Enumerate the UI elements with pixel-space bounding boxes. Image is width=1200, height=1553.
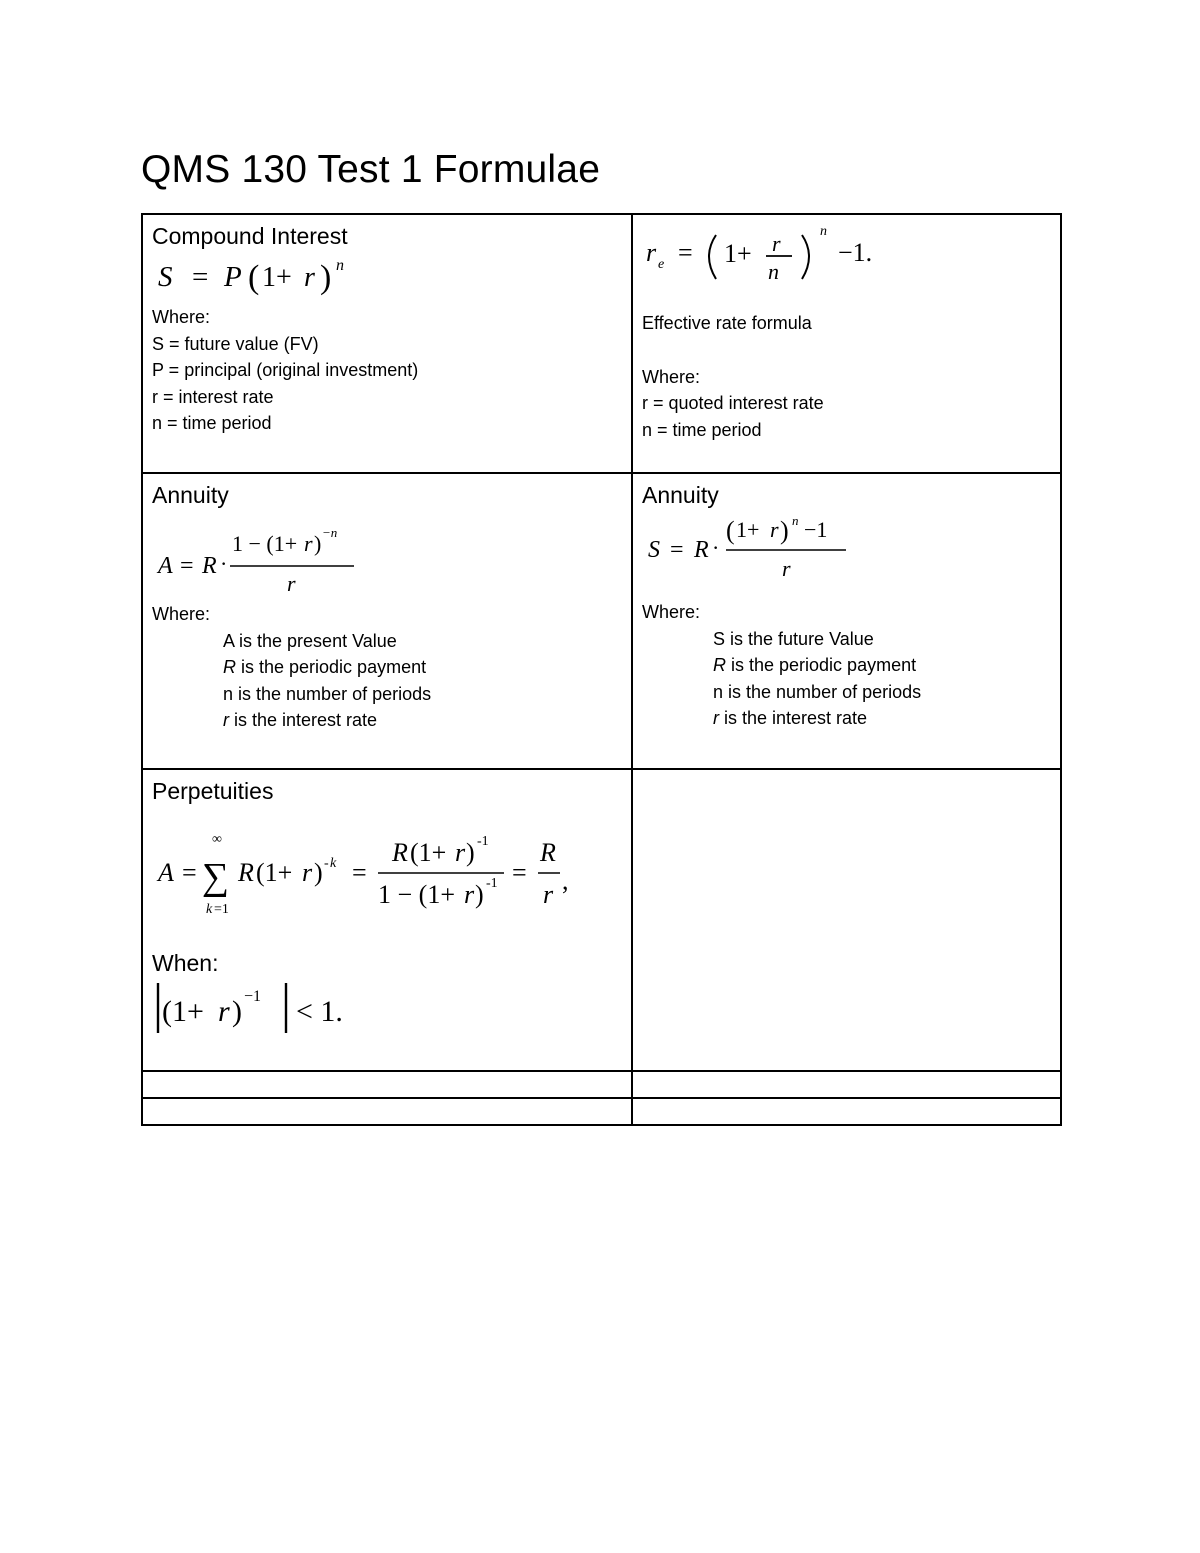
svg-text:−1.: −1. bbox=[838, 238, 873, 267]
svg-text:r: r bbox=[287, 571, 296, 596]
compound-interest-heading: Compound Interest bbox=[152, 223, 348, 249]
svg-text:(: ( bbox=[248, 259, 260, 296]
table-row bbox=[142, 769, 1061, 1071]
svg-text:=: = bbox=[678, 238, 693, 267]
svg-text:A: A bbox=[158, 553, 173, 579]
effective-rate-caption: Effective rate formula bbox=[642, 313, 812, 333]
svg-text:=: = bbox=[670, 537, 684, 563]
svg-text:−n: −n bbox=[322, 525, 338, 540]
annuity-present-formula bbox=[152, 521, 412, 601]
svg-text:n: n bbox=[768, 259, 779, 284]
svg-text:r: r bbox=[464, 880, 475, 909]
svg-text:): ) bbox=[314, 858, 323, 887]
definition-line: S is the future Value bbox=[713, 628, 874, 649]
perpetuities-condition bbox=[152, 979, 372, 1037]
svg-text:P: P bbox=[224, 261, 242, 293]
svg-text:r: r bbox=[304, 262, 315, 293]
table-row bbox=[142, 214, 1061, 473]
svg-text:=1: =1 bbox=[214, 902, 229, 917]
empty-cell bbox=[632, 1071, 1061, 1098]
definition-line: r = quoted interest rate bbox=[642, 393, 824, 413]
annuity-future-heading: Annuity bbox=[642, 482, 719, 508]
perpetuities-heading: Perpetuities bbox=[152, 778, 274, 804]
svg-text:=: = bbox=[192, 261, 209, 293]
effective-rate-formula bbox=[642, 223, 942, 293]
svg-text:e: e bbox=[658, 257, 665, 272]
when-label: When: bbox=[152, 950, 219, 976]
svg-text:=: = bbox=[352, 858, 367, 887]
svg-text:(1+: (1+ bbox=[162, 995, 204, 1028]
svg-text:-1: -1 bbox=[477, 834, 489, 849]
svg-text:R: R bbox=[694, 537, 709, 563]
svg-text:): ) bbox=[314, 531, 322, 556]
svg-text:(: ( bbox=[726, 516, 735, 545]
definition-line: R is the periodic payment bbox=[713, 655, 917, 675]
svg-text:,: , bbox=[562, 866, 569, 895]
where-label: Where: bbox=[152, 604, 211, 624]
compound-interest-formula bbox=[152, 252, 412, 298]
svg-text:): ) bbox=[320, 259, 332, 296]
definition-line: r is the interest rate bbox=[713, 708, 868, 728]
annuity-future-formula bbox=[642, 513, 882, 583]
svg-text:R: R bbox=[238, 858, 254, 887]
svg-text:R: R bbox=[202, 553, 217, 579]
svg-text:·: · bbox=[220, 551, 228, 576]
annuity-present-heading: Annuity bbox=[152, 482, 229, 508]
svg-text:r: r bbox=[646, 238, 657, 267]
svg-text:r: r bbox=[770, 517, 779, 542]
svg-text:r: r bbox=[455, 838, 466, 867]
definition-line: n is the number of periods bbox=[223, 683, 432, 704]
definition-line: n = time period bbox=[152, 413, 272, 433]
compound-interest-cell bbox=[142, 214, 632, 473]
svg-text:∑: ∑ bbox=[202, 856, 230, 898]
svg-text:1 − (1+: 1 − (1+ bbox=[232, 531, 298, 556]
svg-text:r: r bbox=[304, 531, 313, 556]
svg-text:): ) bbox=[232, 995, 242, 1028]
svg-text:1 − (1+: 1 − (1+ bbox=[378, 880, 455, 909]
svg-text:r: r bbox=[302, 858, 313, 887]
definition-symbol: r bbox=[223, 710, 229, 730]
svg-text:−1: −1 bbox=[804, 517, 828, 542]
svg-text:-: - bbox=[324, 856, 329, 871]
svg-text:S: S bbox=[158, 261, 173, 293]
svg-text:(1+: (1+ bbox=[256, 858, 293, 887]
definition-line: r = interest rate bbox=[152, 386, 274, 407]
where-label: Where: bbox=[642, 602, 701, 622]
svg-text:r: r bbox=[218, 995, 230, 1028]
svg-text:=: = bbox=[180, 553, 194, 579]
svg-text:A: A bbox=[158, 858, 174, 887]
definition-symbol: n bbox=[713, 681, 724, 702]
svg-text:−1: −1 bbox=[244, 988, 262, 1005]
where-label: Where: bbox=[642, 366, 701, 387]
svg-text:): ) bbox=[466, 838, 475, 867]
empty-cell bbox=[632, 769, 1061, 1071]
annuity-future-cell bbox=[632, 473, 1061, 769]
table-row bbox=[142, 473, 1061, 769]
svg-text:1+: 1+ bbox=[262, 262, 292, 293]
svg-text:=: = bbox=[512, 858, 527, 887]
svg-text:r: r bbox=[543, 880, 554, 909]
svg-text:): ) bbox=[780, 516, 789, 545]
definition-line: P = principal (original investment) bbox=[152, 360, 419, 380]
svg-text:-1: -1 bbox=[486, 876, 498, 891]
svg-text:(1+: (1+ bbox=[410, 838, 447, 867]
definition-symbol: A bbox=[223, 630, 235, 651]
svg-text:r: r bbox=[772, 231, 781, 256]
svg-text:∞: ∞ bbox=[212, 832, 222, 847]
svg-text:n: n bbox=[792, 513, 799, 528]
svg-text:n: n bbox=[336, 257, 344, 274]
svg-text:k: k bbox=[330, 856, 337, 871]
svg-text:r: r bbox=[782, 556, 791, 581]
page-title: QMS 130 Test 1 Formulae bbox=[141, 148, 601, 191]
definition-symbol: R bbox=[713, 655, 726, 675]
svg-text:n: n bbox=[820, 224, 827, 239]
empty-cell bbox=[142, 1071, 632, 1098]
svg-text:S: S bbox=[648, 537, 660, 563]
definition-symbol: n bbox=[223, 683, 234, 704]
definition-symbol: r bbox=[713, 708, 719, 728]
annuity-present-cell bbox=[142, 473, 632, 769]
svg-text:1+: 1+ bbox=[724, 239, 752, 268]
perpetuities-formula bbox=[152, 823, 592, 923]
svg-text:R: R bbox=[392, 838, 408, 867]
definition-symbol: R bbox=[223, 657, 236, 677]
definition-line: A is the present Value bbox=[223, 630, 397, 651]
svg-text:k: k bbox=[206, 902, 213, 917]
definition-line: R is the periodic payment bbox=[223, 657, 427, 677]
definition-line: r is the interest rate bbox=[223, 710, 378, 730]
definition-symbol: S bbox=[713, 628, 726, 649]
formula-table bbox=[141, 213, 1062, 1126]
perpetuities-cell bbox=[142, 769, 632, 1071]
definition-line: S = future value (FV) bbox=[152, 333, 319, 354]
empty-cell bbox=[632, 1098, 1061, 1125]
empty-cell bbox=[142, 1098, 632, 1125]
table-row bbox=[142, 1071, 1061, 1098]
svg-text:): ) bbox=[475, 880, 484, 909]
effective-rate-cell bbox=[632, 214, 1061, 473]
definition-line: n is the number of periods bbox=[713, 681, 922, 702]
svg-text:=: = bbox=[182, 858, 197, 887]
svg-text:R: R bbox=[540, 838, 556, 867]
definition-line: n = time period bbox=[642, 419, 762, 440]
table-row bbox=[142, 1098, 1061, 1125]
svg-text:1+: 1+ bbox=[736, 517, 760, 542]
svg-text:< 1.: < 1. bbox=[296, 995, 343, 1028]
where-label: Where: bbox=[152, 307, 211, 327]
svg-text:·: · bbox=[712, 535, 720, 560]
